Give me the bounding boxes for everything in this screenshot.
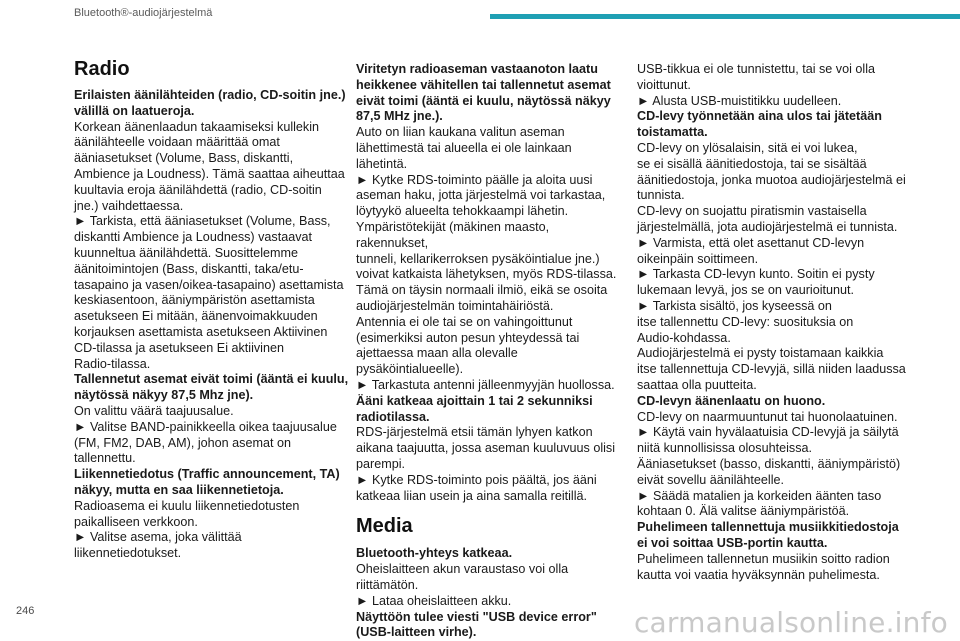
header-accent-bar xyxy=(490,14,960,19)
paragraph: Korkean äänenlaadun takaamiseksi kullekin äänilähteelle voidaan määrittää omat ääniasetukset (Volume, Bass, diskantti, Ambience ja Loudness). Tämä saattaa aiheuttaa kuultavia eroja äänilähdettä (radio, CD-soitin jne.) vaihdettaessa. ► Tarkista, että ääniasetukset (Volume, Bass, diskantti Ambience ja Loudness) vastaavat kuunneltua äänilähdettä. Suosittelemme äänitoimintojen (Bass, diskantti, taka/etu- tasapaino ja vasen/oikea-tasapaino) asettamista keskiasentoon, ääniympäristön asettamista asetukseen Ei mitään, äänenvoimakkuuden korjauksen asettamista asetukseen Aktiivinen CD-tilassa ja asetukseen Ei aktiivinen Radio-tilassa. xyxy=(74,120,354,373)
paragraph: Puhelimeen tallennetun musiikin soitto radion kautta voi vaatia hyväksynnän puhelimesta. xyxy=(637,552,937,584)
section-heading-radio: Radio xyxy=(74,58,354,80)
bold-paragraph: CD-levyn äänenlaatu on huono. xyxy=(637,394,937,410)
bold-paragraph: Bluetooth-yhteys katkeaa. xyxy=(356,546,624,562)
bold-paragraph: Viritetyn radioaseman vastaanoton laatu heikkenee vähitellen tai tallennetut asemat eivät toimi (ääntä ei kuulu, näytössä näkyy 87,5 MHz jne.). xyxy=(356,62,624,125)
bold-paragraph: Puhelimeen tallennettuja musiikkitiedostoja ei voi soittaa USB-portin kautta. xyxy=(637,520,937,552)
paragraph: CD-levy on ylösalaisin, sitä ei voi lukea, se ei sisällä äänitiedostoja, tai se sisältää äänitiedostoja, jonka muotoa audiojärjestelmä ei tunnista. CD-levy on suojattu piratismin vastaisella järjestelmällä, jota audiojärjestelmä ei tunnista. ► Varmista, että olet asettanut CD-levyn oikeinpäin soittimeen. ► Tarkasta CD-levyn kunto. Soitin ei pysty lukemaan levyä, jos se on vaurioitunut. ► Tarkista sisältö, jos kyseessä on itse tallennettu CD-levy: suosituksia on Audio-kohdassa. Audiojärjestelmä ei pysty toistamaan kaikkia itse tallennettuja CD-levyjä, sillä niiden laadussa saattaa olla puutteita. xyxy=(637,141,937,394)
bold-paragraph: Tallennetut asemat eivät toimi (ääntä ei kuulu, näytössä näkyy 87,5 Mhz jne). xyxy=(74,372,354,404)
column-2 xyxy=(356,62,624,641)
bold-paragraph: Liikennetiedotus (Traffic announcement, TA) näkyy, mutta en saa liikennetietoja. xyxy=(74,467,354,499)
bold-paragraph: Erilaisten äänilähteiden (radio, CD-soitin jne.) välillä on laatueroja. xyxy=(74,88,354,120)
watermark: carmanualsonline.info xyxy=(634,606,948,639)
section-heading-media: Media xyxy=(356,515,624,537)
paragraph: USB-tikkua ei ole tunnistettu, tai se voi olla vioittunut. ► Alusta USB-muistitikku uudelleen. xyxy=(637,62,937,109)
paragraph: Oheislaitteen akun varaustaso voi olla riittämätön. ► Lataa oheislaitteen akku. xyxy=(356,562,624,609)
bold-paragraph: CD-levy työnnetään aina ulos tai jätetään toistamatta. xyxy=(637,109,937,141)
paragraph: Auto on liian kaukana valitun aseman lähettimestä tai alueella ei ole lainkaan lähetintä. ► Kytke RDS-toiminto päälle ja aloita uusi aseman haku, jotta järjestelmä voi tarkastaa, löytyykö alueelta tehokkaampi lähetin. Ympäristötekijät (mäkinen maasto, rakennukset, tunneli, kellarikerroksen pysäköintialue jne.) voivat katkaista lähetyksen, myös RDS-tilassa. Tämä on täysin normaali ilmiö, eikä se osoita audiojärjestelmän toimintahäiriöstä. Antennia ei ole tai se on vahingoittunut (esimerkiksi auton pesun yhteydessä tai ajettaessa maan alla olevalle pysäköintialueelle). ► Tarkastuta antenni jälleenmyyjän huollossa. xyxy=(356,125,624,394)
column-3 xyxy=(637,62,937,583)
paragraph: RDS-järjestelmä etsii tämän lyhyen katkon aikana taajuutta, jossa aseman kuuluvuus olisi parempi. ► Kytke RDS-toiminto pois päältä, jos ääni katkeaa liian usein ja aina samalla reitillä. xyxy=(356,425,624,504)
bold-paragraph: Näyttöön tulee viesti "USB device error" (USB-laitteen virhe). xyxy=(356,610,624,641)
column-1 xyxy=(74,58,354,562)
paragraph: On valittu väärä taajuusalue. ► Valitse BAND-painikkeella oikea taajuusalue (FM, FM2, DAB, AM), johon asemat on tallennettu. xyxy=(74,404,354,467)
page-number: 246 xyxy=(16,605,34,617)
running-header-title: Bluetooth®-audiojärjestelmä xyxy=(74,7,212,19)
bold-paragraph: Ääni katkeaa ajoittain 1 tai 2 sekunniksi radiotilassa. xyxy=(356,394,624,426)
column-2-media-blocks xyxy=(356,546,624,641)
column-3-blocks xyxy=(637,62,937,583)
paragraph: Radioasema ei kuulu liikennetiedotusten paikalliseen verkkoon. ► Valitse asema, joka välittää liikennetiedotukset. xyxy=(74,499,354,562)
column-2-blocks xyxy=(356,62,624,504)
column-1-blocks xyxy=(74,88,354,562)
paragraph: CD-levy on naarmuuntunut tai huonolaatuinen. ► Käytä vain hyvälaatuisia CD-levyjä ja säilytä niitä kunnollisissa olosuhteissa. Ääniasetukset (basso, diskantti, ääniympäristö) eivät sovellu äänilähteelle. ► Säädä matalien ja korkeiden äänten taso kohtaan 0. Älä valitse ääniympäristöä. xyxy=(637,410,937,521)
